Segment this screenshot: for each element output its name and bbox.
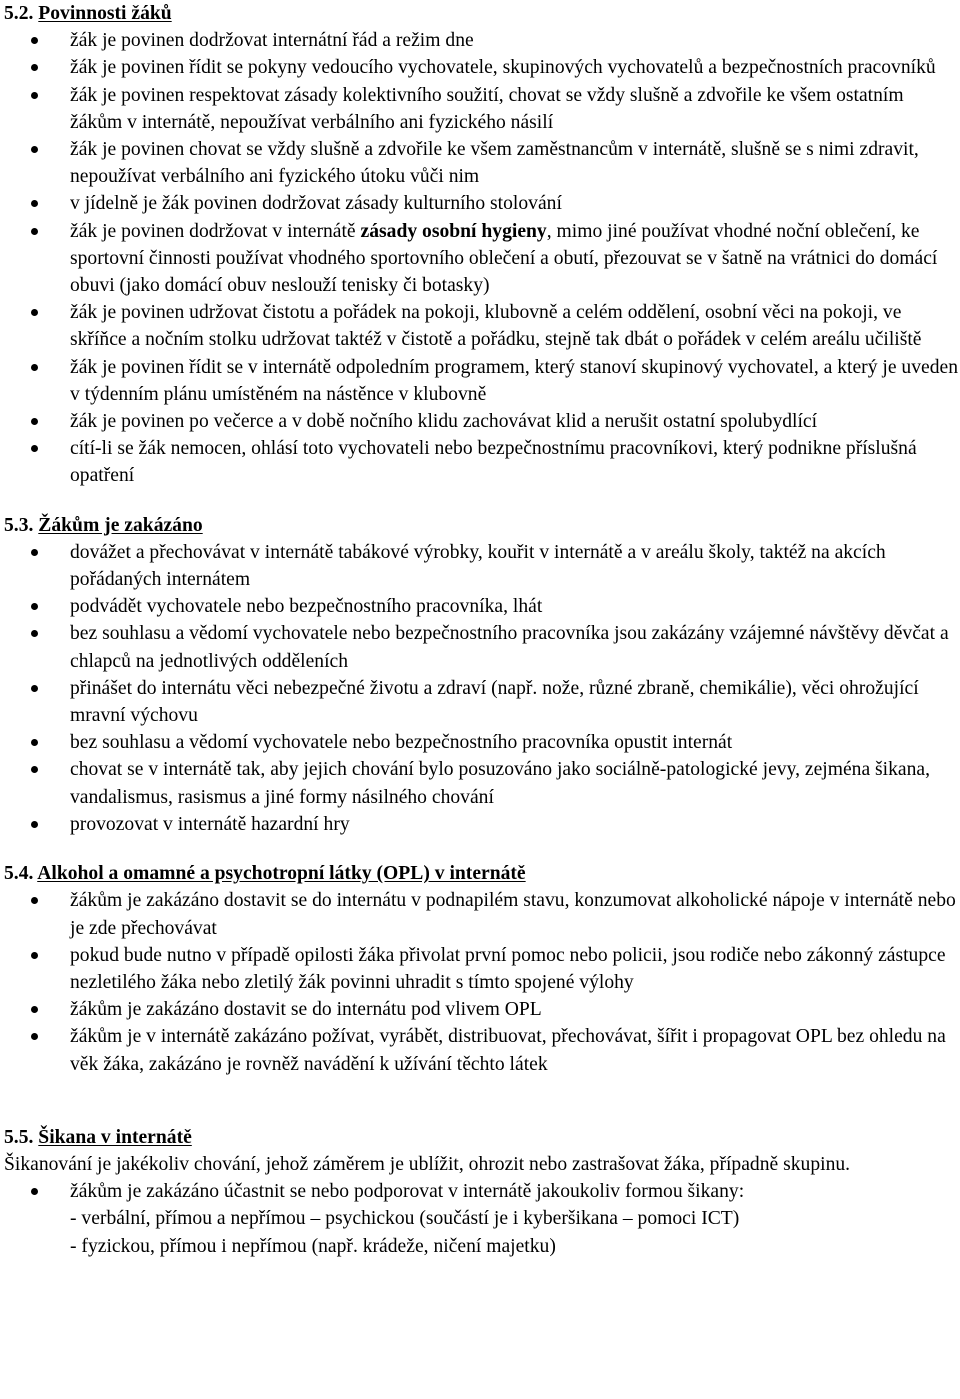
section-number: 5.3. (4, 514, 34, 536)
list-item: v jídelně je žák povinen dodržovat zásady kulturního stolování (4, 190, 958, 217)
section-heading (4, 860, 958, 887)
list-item: žákům je zakázáno dostavit se do internátu v podnapilém stavu, konzumovat alkoholické nápoje v internátě nebo je zde přechovávat (4, 887, 958, 941)
section-number: 5.5. (4, 1126, 34, 1148)
list-item: žákům je zakázáno účastnit se nebo podporovat v internátě jakoukoliv formou šikany: - verbální, přímou a nepřímou – psychickou (součástí je i kyberšikana – pomoci ICT) - fyzickou, přímou i nepřímou (např. krádeže, ničení majetku) (4, 1178, 958, 1260)
sub-line: - verbální, přímou a nepřímou – psychickou (součástí je i kyberšikana – pomoci ICT) (70, 1208, 740, 1230)
section-title: Alkohol a omamné a psychotropní látky (OPL) v internátě (37, 863, 526, 885)
list-item: žák je povinen dodržovat v internátě zásady osobní hygieny, mimo jiné používat vhodné noční oblečení, ke sportovní činnosti používat vhodného sportovního oblečení a obutí, přezouvat se v šatně na vrátnici do domácí obuvi (jako domácí obuv neslouží tenisky či botasky) (4, 218, 958, 300)
list-item: žák je povinen po večerce a v době nočního klidu zachovávat klid a nerušit ostatní spolubydlící (4, 408, 958, 435)
list-item: žák je povinen chovat se vždy slušně a zdvořile ke všem zaměstnancům v internátě, slušně se s nimi zdravit, nepoužívat verbálního ani fyzického útoku vůči nim (4, 136, 958, 190)
section-heading (4, 1124, 958, 1151)
list-item: žák je povinen řídit se pokyny vedoucího vychovatele, skupinových vychovatelů a bezpečnostních pracovníků (4, 54, 958, 81)
list-item: žák je povinen udržovat čistotu a pořádek na pokoji, klubovně a celém oddělení, osobní věci na pokoji, ve skříňce a nočním stolku udržovat taktéž v čistotě a pořádku, stejně tak dbát o pořádek v celém areálu učiliště (4, 299, 958, 353)
list-item: provozovat v internátě hazardní hry (4, 811, 958, 838)
section-sikana (4, 1124, 958, 1260)
section-number: 5.2. (4, 3, 34, 24)
list-item: bez souhlasu a vědomí vychovatele nebo bezpečnostního pracovníka jsou zakázány vzájemné návštěvy děvčat a chlapců na jednotlivých odděleních (4, 620, 958, 674)
list-item: pokud bude nutno v případě opilosti žáka přivolat první pomoc nebo policii, jsou rodiče nebo zákonný zástupce nezletilého žáka nebo zletilý žák povinni uhradit s tímto spojené výlohy (4, 942, 958, 996)
sub-line: - fyzickou, přímou i nepřímou (např. krádeže, ničení majetku) (70, 1235, 556, 1257)
list-item: dovážet a přechovávat v internátě tabákové výrobky, kouřit v internátě a v areálu školy, taktéž na akcích pořádaných internátem (4, 539, 958, 593)
list-item: žák je povinen dodržovat internátní řád a režim dne (4, 27, 958, 54)
list-item: bez souhlasu a vědomí vychovatele nebo bezpečnostního pracovníka opustit internát (4, 729, 958, 756)
section-povinnosti-zaku (4, 0, 958, 490)
section-title: Povinnosti žáků (38, 3, 172, 24)
section-number: 5.4. (4, 863, 34, 885)
list-item: cítí-li se žák nemocen, ohlásí toto vychovateli nebo bezpečnostnímu pracovníkovi, který podnikne příslušná opatření (4, 435, 958, 489)
section-alkohol-opl (4, 860, 958, 1078)
section-heading (4, 0, 958, 27)
list-item: žákům je v internátě zakázáno požívat, vyrábět, distribuovat, přechovávat, šířit i propagovat OPL bez ohledu na věk žáka, zakázáno je rovněž navádění k užívání těchto látek (4, 1023, 958, 1077)
list-item: žák je povinen respektovat zásady kolektivního soužití, chovat se vždy slušně a zdvořile ke všem ostatním žákům v internátě, nepoužívat verbálního ani fyzického násilí (4, 82, 958, 136)
emphasis-text: zásady osobní hygieny (360, 220, 547, 242)
list-item: žák je povinen řídit se v internátě odpoledním programem, který stanoví skupinový vychovatel, a který je uveden v týdenním plánu umístěném na nástěnce v klubovně (4, 354, 958, 408)
section-zakazano (4, 512, 958, 838)
bullet-list (4, 27, 958, 489)
list-item: chovat se v internátě tak, aby jejich chování bylo posuzováno jako sociálně-patologické jevy, zejména šikana, vandalismus, rasismus a jiné formy násilného chování (4, 756, 958, 810)
list-item: přinášet do internátu věci nebezpečné životu a zdraví (např. nože, různé zbraně, chemikálie), věci ohrožující mravní výchovu (4, 675, 958, 729)
section-title: Žákům je zakázáno (38, 514, 203, 536)
section-intro: Šikanování je jakékoliv chování, jehož záměrem je ublížit, ohrozit nebo zastrašovat žáka, případně skupinu. (4, 1153, 851, 1175)
bullet-list (4, 1178, 958, 1260)
list-item: žákům je zakázáno dostavit se do internátu pod vlivem OPL (4, 996, 958, 1023)
list-item: podvádět vychovatele nebo bezpečnostního pracovníka, lhát (4, 593, 958, 620)
bullet-list (4, 887, 958, 1077)
section-title: Šikana v internátě (38, 1126, 192, 1148)
bullet-list (4, 539, 958, 838)
section-heading (4, 512, 958, 539)
